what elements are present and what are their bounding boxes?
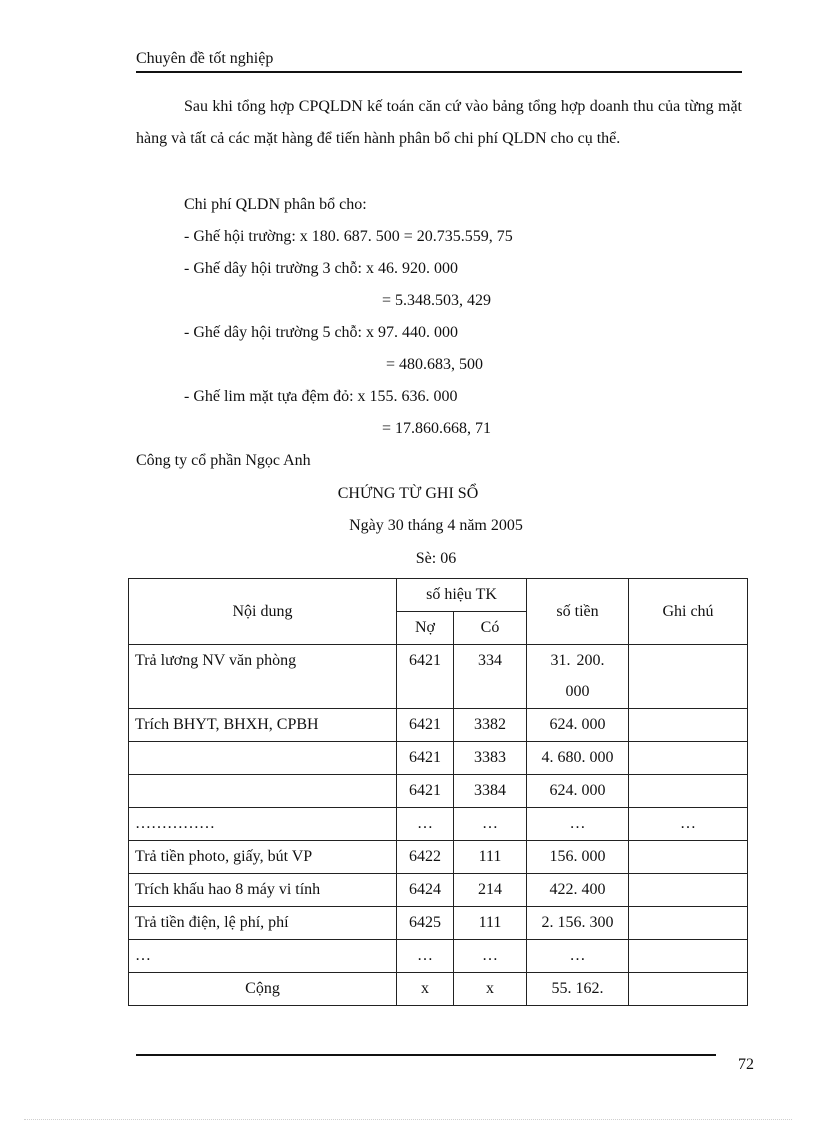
row-content: Trích BHYT, BHXH, CPBH — [129, 709, 397, 742]
total-note — [629, 973, 748, 1006]
allocation-heading: Chi phí QLDN phân bổ cho: — [184, 196, 367, 213]
header-credit: Có — [454, 612, 527, 645]
row-content — [129, 742, 397, 775]
allocation-line-2-result: = 5.348.503, 429 — [382, 292, 492, 309]
allocation-line-1: - Ghế hội trường: x 180. 687. 500 = 20.735.559, 75 — [184, 228, 513, 245]
table-row — [129, 841, 748, 874]
table-row — [129, 907, 748, 940]
row-note — [629, 775, 748, 808]
row-debit: 6421 — [397, 709, 454, 742]
row-credit: 214 — [454, 874, 527, 907]
table-row — [129, 742, 748, 775]
intro-paragraph: Sau khi tổng hợp CPQLDN kế toán căn cứ vào bảng tổng hợp doanh thu của từng mặt hàng và tất cả các mặt hàng để tiến hành phân bổ chi phí QLDN cho cụ thể. — [136, 98, 742, 147]
row-note — [629, 742, 748, 775]
row-note — [629, 645, 748, 709]
voucher-number: Sè: 06 — [415, 550, 457, 567]
row-content: Trích khấu hao 8 máy vi tính — [129, 874, 397, 907]
header-rule — [136, 71, 742, 73]
row-amount: … — [527, 940, 629, 973]
voucher-title: CHỨNG TỪ GHI SỔ — [337, 485, 479, 502]
row-credit: 3384 — [454, 775, 527, 808]
footer-rule — [136, 1054, 716, 1056]
header-amount: số tiền — [527, 579, 629, 645]
row-content: … — [129, 940, 397, 973]
header-content: Nội dung — [129, 579, 397, 645]
table-total-row — [129, 973, 748, 1006]
row-debit: 6421 — [397, 775, 454, 808]
total-amount: 55. 162. — [527, 973, 629, 1006]
running-header: Chuyên đề tốt nghiệp — [136, 50, 274, 67]
total-credit: x — [454, 973, 527, 1006]
header-debit: Nợ — [397, 612, 454, 645]
table-row — [129, 808, 748, 841]
page-number: 72 — [738, 1056, 754, 1073]
allocation-line-3-result: = 480.683, 500 — [386, 356, 484, 373]
table-row — [129, 874, 748, 907]
row-amount: 2. 156. 300 — [527, 907, 629, 940]
table-row — [129, 709, 748, 742]
allocation-line-4-result: = 17.860.668, 71 — [382, 420, 492, 437]
total-debit: x — [397, 973, 454, 1006]
row-debit: 6425 — [397, 907, 454, 940]
row-note — [629, 907, 748, 940]
row-content: Trả tiền photo, giấy, bút VP — [129, 841, 397, 874]
row-content: Trả lương NV văn phòng — [129, 645, 397, 709]
allocation-line-4: - Ghế lim mặt tựa đệm đỏ: x 155. 636. 000 — [184, 388, 458, 405]
row-credit: 111 — [454, 907, 527, 940]
allocation-line-3: - Ghế dây hội trường 5 chỗ: x 97. 440. 000 — [184, 324, 458, 341]
allocation-line-2: - Ghế dây hội trường 3 chỗ: x 46. 920. 000 — [184, 260, 458, 277]
page-bottom-border — [24, 1119, 792, 1120]
row-note — [629, 874, 748, 907]
company-name: Công ty cổ phần Ngọc Anh — [136, 452, 311, 469]
row-credit: 334 — [454, 645, 527, 709]
row-credit: 3383 — [454, 742, 527, 775]
row-note — [629, 940, 748, 973]
row-amount: 31. 200. 000 — [527, 645, 629, 709]
row-content — [129, 775, 397, 808]
row-credit: 111 — [454, 841, 527, 874]
row-amount: 4. 680. 000 — [527, 742, 629, 775]
table-row — [129, 940, 748, 973]
row-note — [629, 709, 748, 742]
row-amount: 624. 000 — [527, 709, 629, 742]
row-content: …………… — [129, 808, 397, 841]
table-row — [129, 775, 748, 808]
voucher-date: Ngày 30 tháng 4 năm 2005 — [349, 517, 523, 534]
row-amount: 624. 000 — [527, 775, 629, 808]
table-row — [129, 645, 748, 709]
row-credit: … — [454, 940, 527, 973]
row-debit: … — [397, 808, 454, 841]
row-content: Trả tiền điện, lệ phí, phí — [129, 907, 397, 940]
row-debit: … — [397, 940, 454, 973]
header-note: Ghi chú — [629, 579, 748, 645]
header-account-group: số hiệu TK — [397, 579, 527, 612]
row-debit: 6422 — [397, 841, 454, 874]
row-amount: 422. 400 — [527, 874, 629, 907]
row-note: … — [629, 808, 748, 841]
total-label: Cộng — [129, 973, 397, 1006]
row-amount: … — [527, 808, 629, 841]
row-amount: 156. 000 — [527, 841, 629, 874]
row-credit: 3382 — [454, 709, 527, 742]
row-debit: 6424 — [397, 874, 454, 907]
table-header-row — [129, 579, 748, 612]
row-debit: 6421 — [397, 742, 454, 775]
voucher-table — [128, 578, 748, 1006]
row-debit: 6421 — [397, 645, 454, 709]
row-note — [629, 841, 748, 874]
row-credit: … — [454, 808, 527, 841]
